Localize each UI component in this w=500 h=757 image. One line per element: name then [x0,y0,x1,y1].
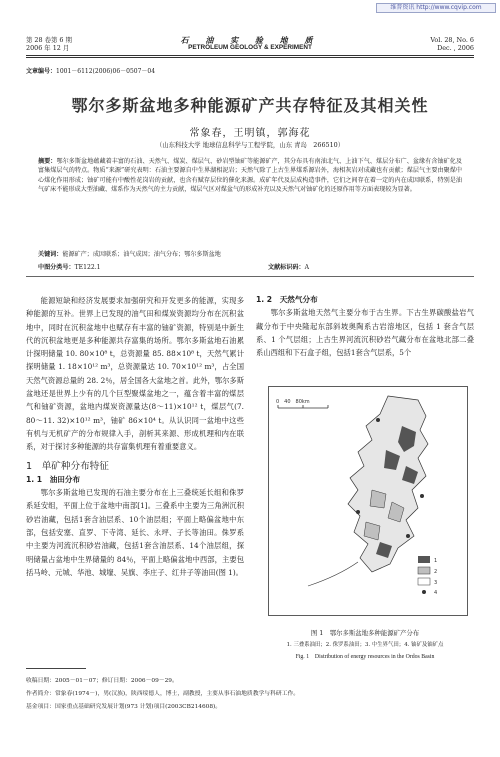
abstract-text: 鄂尔多斯盆地蕴藏着丰富的石油、天然气、煤炭、煤层气、砂岩型铀矿等能源矿产，其分布具有南油北气、上油下气、煤层分布广、盆缘有含铀矿化及富集煤层气的特点。物质“来源”研究表明：石油主要源自中生界湖相泥岩；天然气除了上古生界煤系源岩外，海相灰岩对成藏也有贡献；煤层气主要由聚煤中心煤化作用形成；铀矿可能有中酸性花岗岩的贡献，也含有赋存层位的催化来源。成矿年代及层成构造事件，它们之间存在着一定的内在成因联系，特别是油气矿床不能形成大型油藏、煤系作为天然气的主力贡献，煤层气区对煤盆气的形成补充以及天然气对铀矿化的还原作用等方面表现较为显著。 [38,158,462,194]
keywords-text: 能源矿产；成因联系；油气成因；油气分布；鄂尔多斯盆地 [62,251,221,258]
figure-caption-en: Fig. 1 Distribution of energy resources in the Ordos Basin [295,654,435,660]
clc-value: TE122.1 [74,264,101,271]
watermark-badge: 维普资讯 http://www.cqvip.com [376,3,496,13]
volume-issue-cn: 第 28 卷第 6 期 [26,36,72,44]
section-1-heading: 1 单矿种分布特征 [26,460,109,472]
legend-swatch-1 [418,556,430,563]
map-scale-label: 0 40 80km [276,399,310,405]
header-center [0,36,500,52]
section-1-1-paragraph: 鄂尔多斯盆地已发现的石油主要分布在上三叠统延长组和侏罗系延安组，平面上位于盆地中南部[1]。三叠系中主要为三角洲沉积砂岩油藏，包括1套含油层系、10个油层组；平面上略偏盆地中东部，包括安塞、直罗、下寺湾、延长、永坪、子长等油田。侏罗系中主要为河流沉积砂岩油藏，包括1套含油层系、14个油层组，探明储量占盆地中生界储量的 84％，平面上略偏盆地中西部，主要包括马岭、元城、华池、城壕、吴旗、李庄子、红井子等油田(图 1)。 [26,488,244,577]
article-number-label: 文章编号： [26,68,57,75]
header-right [430,36,474,52]
doc-code-value: A [304,264,309,271]
article-number [26,66,155,75]
right-column [256,293,474,359]
legend-label-3: 3 [434,580,438,586]
article-number-value: 1001－6112(2006)06－0507－04 [56,68,156,75]
map-uranium-point-3 [356,510,360,514]
footnote-rule [26,668,86,669]
doc-code-label: 文献标识码： [268,264,305,271]
keywords [38,250,462,259]
clc-label: 中图分类号： [38,264,75,271]
map-uranium-point-2 [420,494,424,498]
author-list: 常象春，王明镇，郭海花 [189,128,311,139]
date-en: Dec. , 2006 [437,44,474,52]
section-1-2-heading: 1. 2 天然气分布 [256,295,318,304]
footnote-received: 收稿日期：2005－01－07；修订日期：2006－09－29。 [26,678,178,684]
paper-title: 鄂尔多斯盆地多种能源矿产共存特征及其相关性 [71,96,429,115]
abstract-label: 摘要： [38,158,57,165]
section-1-1-heading: 1. 1 油田分布 [26,474,81,484]
basin-distribution-map [268,386,468,616]
legend-label-2: 2 [434,569,438,575]
volume-issue-en: Vol. 28, No. 6 [430,36,474,44]
legend-label-4: 4 [434,590,438,596]
clc-number [38,262,101,271]
affiliation: （山东科技大学 地球信息科学与工程学院，山东 青岛 266510） [155,141,345,149]
figure-caption-cn: 图 1 鄂尔多斯盆地多种能源矿产分布 [310,629,420,637]
footnote-author: 作者简介：常象春(1974－)，男(汉族)，陕西绥德人，博士，副教授，主要从事石油地质教学与科研工作。 [26,691,300,697]
abstract-separator [26,276,474,277]
document-code [268,262,309,271]
map-river [308,562,358,586]
date-cn: 2006 年 12 月 [26,44,70,52]
journal-name-cn: 石 油 实 验 地 质 [180,35,320,45]
legend-swatch-2 [418,567,430,574]
keywords-label: 关键词： [38,251,63,258]
map-uranium-point-4 [406,534,410,538]
map-legend [418,556,437,596]
map-scale-bar [276,399,328,408]
abstract [38,157,462,195]
header-rule-thin [26,57,474,58]
section-1-2-paragraph: 鄂尔多斯盆地天然气主要分布于古生界。下古生界碳酸盐岩气藏分布于中央隆起东部斜坡奥陶系古岩溶地区，包括 1 套含气层系、1 个气层组；上古生界河流沉积砂岩气藏分布在盆地北部二叠系山西组和下石盒子组，包括1套含气层系，5个 [256,308,474,358]
legend-swatch-3 [418,578,430,585]
legend-swatch-4 [422,590,426,594]
legend-label-1: 1 [434,558,438,564]
journal-name-en: PETROLEUM GEOLOGY & EXPERIMENT [188,44,312,51]
map-uranium-point-1 [376,418,380,422]
left-column [26,294,244,579]
footnote-fund: 基金项目：国家重点基础研究发展计划(973 计划)项目(2003CB214608)。 [26,704,222,710]
intro-paragraph: 能源短缺和经济发展要求加强研究和开发更多的能源，实现多种能源的互补。世界上已发现的油气田和煤炭资源均分布在沉积盆地中，同时在沉积盆地中也赋存有丰富的铀矿资源，特别是中新生代的沉积盆地更是多种能源共存富集的场所。鄂尔多斯盆地石油累计探明储量 10. 80×10⁸ t，总资源量 85. 88×10⁸ t，天然气累计探明储量 1. 18×10¹² m³，总资源量达 10. 70×10¹² m³，占全国天然气资源总量的 28. 2％，居全国各大盆地之首。此外，鄂尔多斯盆地还是世界上少有的几个巨型聚煤盆地之一，蕴含着丰富的煤层气和铀矿资源，盆地内煤炭资源量达(8～11)×10¹² t，煤层气(7. 80～11. 32)×10¹² m³，铀矿 86×10⁴ t。从认识同一盆地中这些有机与无机矿产的分布规律入手，剖析其来源、形成机理和内在联系，对于探讨多种能源的共存富集机理有着重要意义。 [26,296,244,452]
figure-caption-legend: 1. 三叠系油田；2. 侏罗系油田；3. 中生界气田；4. 铀矿及铀矿点 [286,642,444,648]
header-rule-thick [26,55,474,56]
